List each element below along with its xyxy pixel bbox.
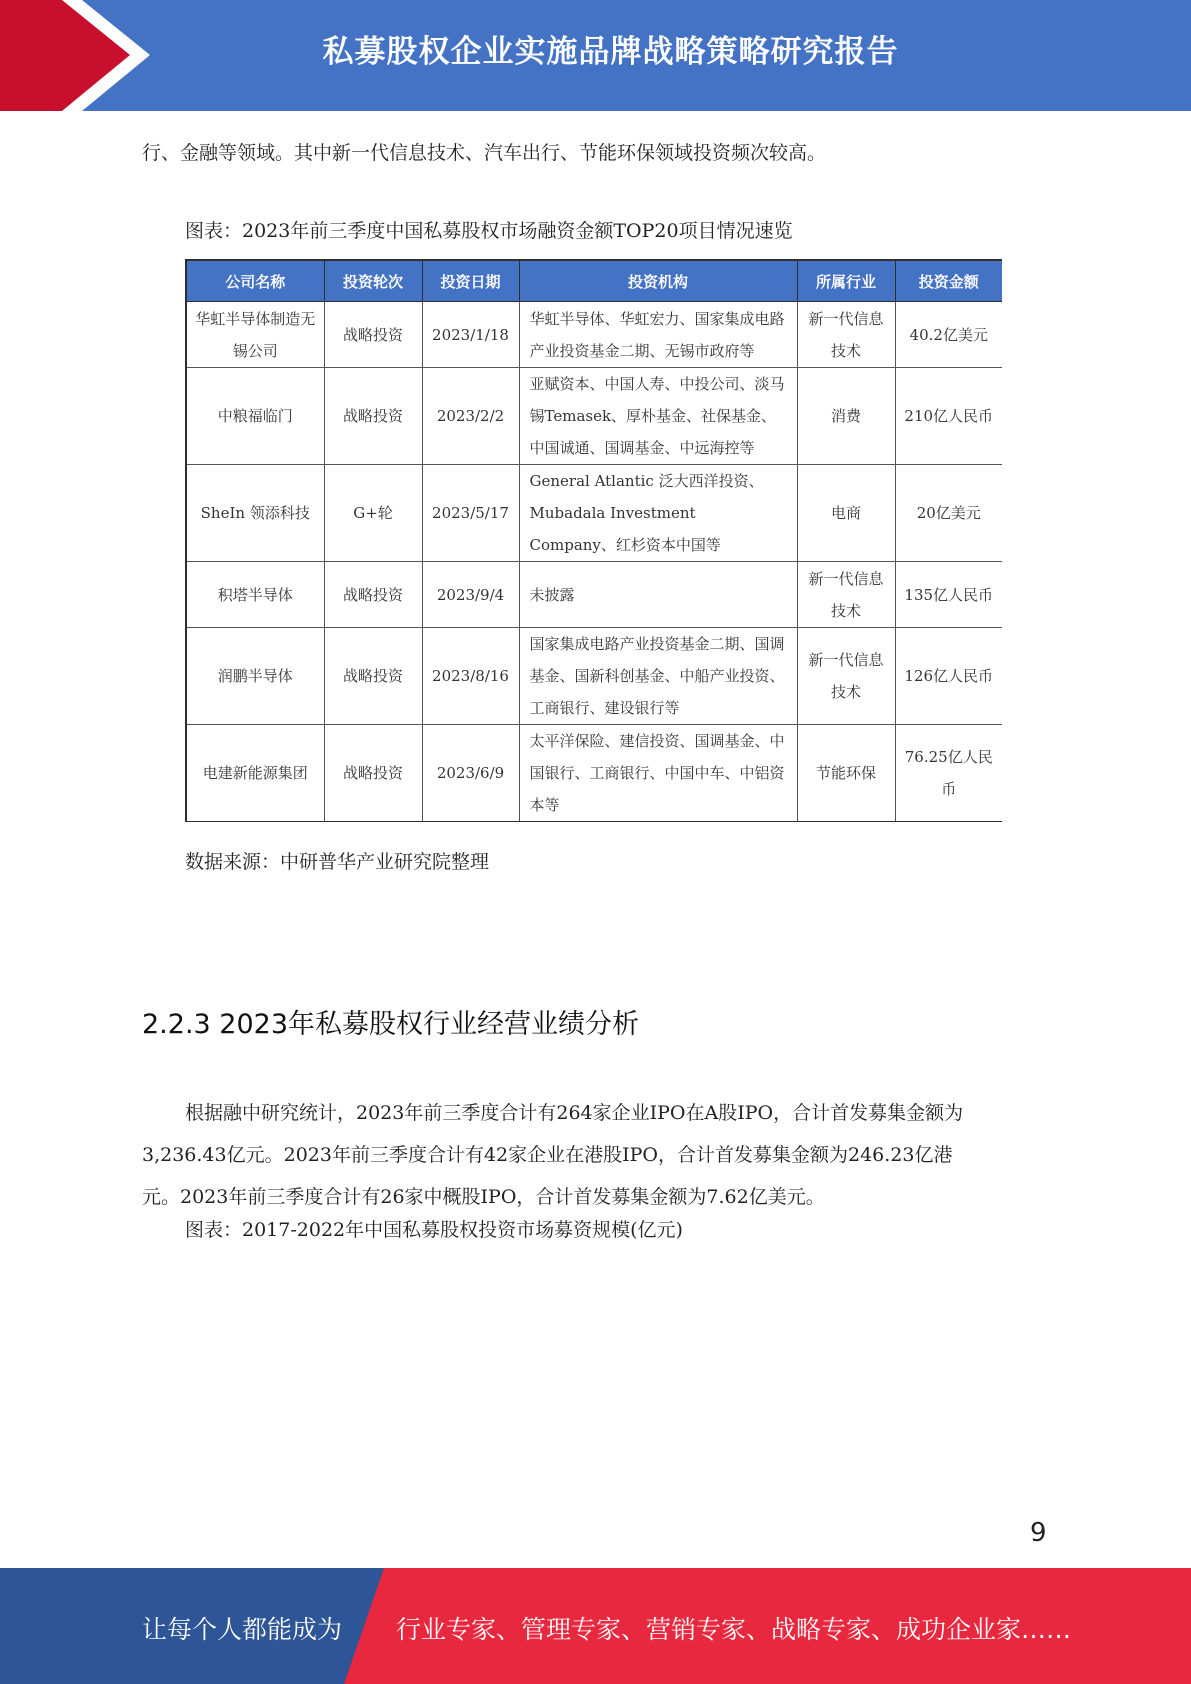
chart-caption: 图表：2017-2022年中国私募股权投资市场募资规模(亿元) <box>185 1219 683 1241</box>
cell-round: 战略投资 <box>324 302 422 368</box>
body-line: 3,236.43亿元。2023年前三季度合计有42家企业在港股IPO，合计首发募集金额为246.23亿港 <box>142 1144 953 1166</box>
cell-date: 2023/1/18 <box>422 302 519 368</box>
report-title: 私募股权企业实施品牌战略策略研究报告 <box>322 34 899 70</box>
funding-table <box>185 259 1002 822</box>
footer-slogan-left: 让每个人都能成为 <box>142 1615 343 1644</box>
cell-investors: 国家集成电路产业投资基金二期、国调基金、国新科创基金、中船产业投资、工商银行、建设银行等 <box>519 628 797 725</box>
intro-paragraph: 行、金融等领域。其中新一代信息技术、汽车出行、节能环保领域投资频次较高。 <box>142 142 827 164</box>
section-heading: 2.2.3 2023年私募股权行业经营业绩分析 <box>142 1009 639 1040</box>
table-row <box>186 562 1002 628</box>
cell-round: 战略投资 <box>324 628 422 725</box>
cell-amount: 210亿人民币 <box>895 368 1002 465</box>
cell-company: 积塔半导体 <box>186 562 324 628</box>
footer-slogan-right: 行业专家、管理专家、营销专家、战略专家、成功企业家…… <box>396 1615 1072 1644</box>
table-row <box>186 628 1002 725</box>
cell-industry: 消费 <box>797 368 895 465</box>
cell-round: 战略投资 <box>324 368 422 465</box>
cell-company: 中粮福临门 <box>186 368 324 465</box>
cell-industry: 新一代信息技术 <box>797 302 895 368</box>
cell-industry: 新一代信息技术 <box>797 628 895 725</box>
cell-company: 华虹半导体制造无锡公司 <box>186 302 324 368</box>
cell-date: 2023/2/2 <box>422 368 519 465</box>
page-header <box>0 0 1191 111</box>
cell-amount: 76.25亿人民币 <box>895 725 1002 823</box>
table-caption: 图表：2023年前三季度中国私募股权市场融资金额TOP20项目情况速览 <box>185 220 793 242</box>
cell-amount: 20亿美元 <box>895 465 1002 562</box>
col-header-company: 公司名称 <box>186 260 324 302</box>
source-note: 数据来源：中研普华产业研究院整理 <box>185 851 490 873</box>
table-row <box>186 302 1002 368</box>
cell-amount: 135亿人民币 <box>895 562 1002 628</box>
col-header-round: 投资轮次 <box>324 260 422 302</box>
body-line: 根据融中研究统计，2023年前三季度合计有264家企业IPO在A股IPO，合计首发募集金额为 <box>185 1102 964 1124</box>
cell-amount: 40.2亿美元 <box>895 302 1002 368</box>
table-row <box>186 465 1002 562</box>
cell-date: 2023/8/16 <box>422 628 519 725</box>
body-paragraph <box>142 1092 963 1218</box>
table-row <box>186 368 1002 465</box>
cell-company: 润鹏半导体 <box>186 628 324 725</box>
cell-round: 战略投资 <box>324 562 422 628</box>
page-footer <box>0 1568 1191 1684</box>
cell-investors: 亚赋资本、中国人寿、中投公司、淡马锡Temasek、厚朴基金、社保基金、中国诚通、国调基金、中远海控等 <box>519 368 797 465</box>
cell-company: SheIn 领添科技 <box>186 465 324 562</box>
cell-date: 2023/6/9 <box>422 725 519 823</box>
cell-investors: 未披露 <box>519 562 797 628</box>
col-header-amount: 投资金额 <box>895 260 1002 302</box>
cell-investors: General Atlantic 泛大西洋投资、Mubadala Investment Company、红杉资本中国等 <box>519 465 797 562</box>
cell-date: 2023/9/4 <box>422 562 519 628</box>
col-header-date: 投资日期 <box>422 260 519 302</box>
col-header-industry: 所属行业 <box>797 260 895 302</box>
page-number: 9 <box>1030 1518 1047 1548</box>
cell-round: 战略投资 <box>324 725 422 823</box>
cell-industry: 新一代信息技术 <box>797 562 895 628</box>
body-line: 元。2023年前三季度合计有26家中概股IPO，合计首发募集金额为7.62亿美元。 <box>142 1186 825 1208</box>
cell-amount: 126亿人民币 <box>895 628 1002 725</box>
cell-industry: 电商 <box>797 465 895 562</box>
funding-table-container <box>185 259 1002 822</box>
cell-round: G+轮 <box>324 465 422 562</box>
col-header-investors: 投资机构 <box>519 260 797 302</box>
cell-company: 电建新能源集团 <box>186 725 324 823</box>
cell-date: 2023/5/17 <box>422 465 519 562</box>
cell-investors: 华虹半导体、华虹宏力、国家集成电路产业投资基金二期、无锡市政府等 <box>519 302 797 368</box>
table-row <box>186 725 1002 823</box>
cell-industry: 节能环保 <box>797 725 895 823</box>
table-header-row <box>186 260 1002 302</box>
cell-investors: 太平洋保险、建信投资、国调基金、中国银行、工商银行、中国中车、中铝资本等 <box>519 725 797 823</box>
